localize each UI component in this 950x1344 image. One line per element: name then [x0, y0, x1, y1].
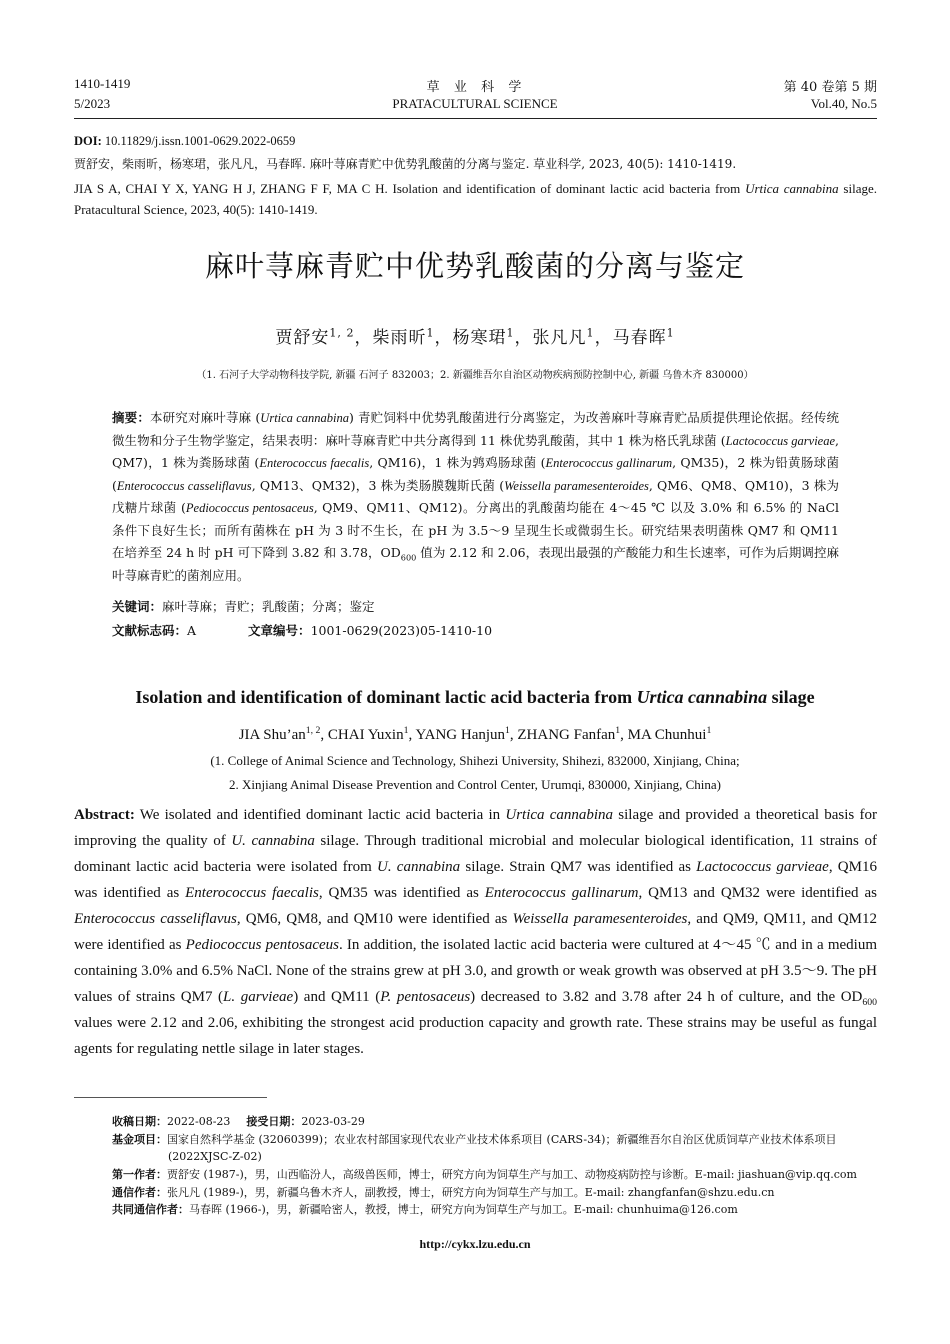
abstract-en: Abstract: We isolated and identified dominant lactic acid bacteria in Urtica cannabina silage and provided a theoretical basis for improving the quality of U. cannabina silage. Through traditional microbial and molecular biological identification, 11 strains of dominant lactic acid bacteria were isolated from U. cannabina silage. Strain QM7 was identified as Lactococcus garvieae, QM16 was identified as Enterococcus faecalis, QM35 was identified as Enterococcus gallinarum, QM13 and QM32 were identified as Enterococcus casseliflavus, QM6, QM8, and QM10 were identified as Weissella paramesenteroides, and QM9, QM11, and QM12 were identified as Pediococcus pentosaceus. In addition, the isolated lactic acid bacteria were cultured at 4～45 ℃ and in a medium containing 3.0% and 6.5% NaCl. None of the strains grew at pH 3.0, and growth or weak growth was observed at pH 3.5～9. The pH values of strains QM7 (L. garvieae) and QM11 (P. pentosaceus) decreased to 3.82 and 3.78 after 24 h of culture, and the $OD_{600}$ values were 2.12 and 2.06, exhibiting the strongest acid production capacity and growth rate. These strains may be useful as fungal agents for regulating nettle silage in later stages.: [74, 807, 878, 1057]
citation-cn: 贾舒安，柴雨昕，杨寒珺，张凡凡，马春晖. 麻叶荨麻青贮中优势乳酸菌的分离与鉴定. 草业科学, 2023, 40(5): 1410-1419.: [74, 157, 737, 171]
abstract-en-label: Abstract:: [74, 807, 135, 823]
author-en: JIA Shu’an$^{1, 2}$,: [238, 725, 328, 743]
footnote-rule: [74, 1097, 267, 1098]
doi-line: [74, 132, 877, 151]
abstract-cn-label: 摘要：: [112, 410, 150, 425]
author-en: YANG Hanjun$^1$,: [415, 725, 518, 743]
footnote-dates: 收稿日期：2022-08-23 接受日期：2023-03-29: [112, 1115, 365, 1128]
authors-cn: [0, 323, 950, 348]
header-date: 5/2023: [74, 96, 111, 111]
english-title: Isolation and identification of dominant lactic acid bacteria from Urtica cannabina silage: [135, 687, 815, 707]
header-journal-en: PRATACULTURAL SCIENCE: [392, 96, 558, 111]
abstract-cn: 摘要：本研究对麻叶荨麻 (Urtica cannabina) 青贮饲料中优势乳酸菌进行分离鉴定，为改善麻叶荨麻青贮品质提供理论依据。经传统微生物和分子生物学鉴定，结果表明：麻叶荨麻青贮中共分离得到 11 株优势乳酸菌，其中 1 株为格氏乳球菌 (Lactococcus garvieae, QM7)，1 株为粪肠球菌 (Enterococcus faecalis, QM16)，1 株为鹑鸡肠球菌 (Enterococcus gallinarum, QM35)，2 株为铅黄肠球菌 (Enterococcus casseliflavus, QM13、QM32)，3 株为类肠膜魏斯氏菌 (Weissella paramesenteroides, QM6、QM8、QM10)，3 株为戊糖片球菌 (Pediococcus pentosaceus, QM9、QM11、QM12)。分离出的乳酸菌均能在 4～45 ℃ 以及 3.0% 和 6.5% 的 NaCl 条件下良好生长；而所有菌株在 pH 为 3 时不生长，在 pH 为 3.5～9 呈现生长或微弱生长。研究结果表明菌株 QM7 和 QM11 在培养至 24 h 时 pH 可下降到 3.82 和 3.78，$OD_{600}$ 值为 2.12 和 2.06，表现出最强的产酸能力和生长速率，可作为后期调控麻叶荨麻青贮的菌剂应用。: [112, 410, 840, 583]
header-journal-cn: 草 业 科 学: [426, 80, 524, 95]
authors-en: [0, 727, 950, 744]
header-pages: 1410-1419: [74, 76, 131, 91]
author-cn: 张凡凡$^1$，: [532, 326, 613, 348]
footnote-first-author: 第一作者：贾舒安 (1987-)，男，山西临汾人，高级兽医师，博士，研究方向为饲草生产与加工、动物疫病防控与诊断。E-mail: jiashuan@vip.qq.com: [112, 1168, 857, 1181]
author-cn: 杨寒珺$^1$，: [452, 326, 533, 348]
author-cn: 柴雨昕$^1$，: [372, 326, 453, 348]
citation-en: JIA S A, CHAI Y X, YANG H J, ZHANG F F, MA C H. Isolation and identification of dominant lactic acid bacteria from Urtica cannabina silage. Pratacultural Science, 2023, 40(5): 1410-1419.: [74, 181, 877, 217]
page-title: 麻叶荨麻青贮中优势乳酸菌的分离与鉴定: [204, 249, 745, 283]
author-en: MA Chunhui$^1$: [627, 725, 712, 743]
affiliation-cn: （1. 石河子大学动物科技学院, 新疆 石河子 832003；2. 新疆维吾尔自治区动物疾病预防控制中心, 新疆 乌鲁木齐 830000）: [196, 370, 754, 381]
author-en: CHAI Yuxin$^1$,: [327, 725, 416, 743]
author-en: ZHANG Fanfan$^1$,: [517, 725, 628, 743]
footnote-co-corresponding: 共同通信作者：马春晖 (1966-)，男，新疆哈密人，教授，博士，研究方向为饲草生产与加工。E-mail: chunhuima@126.com: [112, 1203, 738, 1216]
footnote-corresponding: 通信作者：张凡凡 (1989-)，男，新疆乌鲁木齐人，副教授，博士，研究方向为饲草生产与加工。E-mail: zhangfanfan@shzu.edu.cn: [112, 1186, 775, 1199]
affiliation-en-1: (1. College of Animal Science and Technology, Shihezi University, Shihezi, 832000, Xinjiang, China;: [210, 753, 740, 768]
keywords-cn: 关键词：麻叶荨麻；青贮；乳酸菌；分离；鉴定: [112, 599, 375, 614]
article-codes: 文献标志码：A 文章编号：1001-0629(2023)05-1410-10: [112, 623, 493, 638]
footer-url[interactable]: http://cykx.lzu.edu.cn: [419, 1237, 531, 1251]
doi-label: DOI:: [74, 134, 102, 148]
footnote-fund: 基金项目：国家自然科学基金 (32060399)；农业农村部国家现代农业产业技术体系项目 (CARS-34)；新疆维吾尔自治区优质饲草产业技术体系项目 (2022XJSC-Z-02): [112, 1133, 837, 1163]
header-rule: [74, 118, 877, 119]
doi-value[interactable]: 10.11829/j.issn.1001-0629.2022-0659: [101, 134, 296, 148]
header-volume-cn: 第 40 卷第 5 期: [783, 80, 877, 95]
author-cn: 贾舒安$^{1, 2}$，: [275, 326, 373, 348]
header-volume-en: Vol.40, No.5: [810, 96, 877, 111]
author-cn: 马春晖$^1$: [612, 326, 675, 348]
affiliation-en-2: 2. Xinjiang Animal Disease Prevention and Control Center, Urumqi, 830000, Xinjiang, China): [229, 777, 721, 792]
